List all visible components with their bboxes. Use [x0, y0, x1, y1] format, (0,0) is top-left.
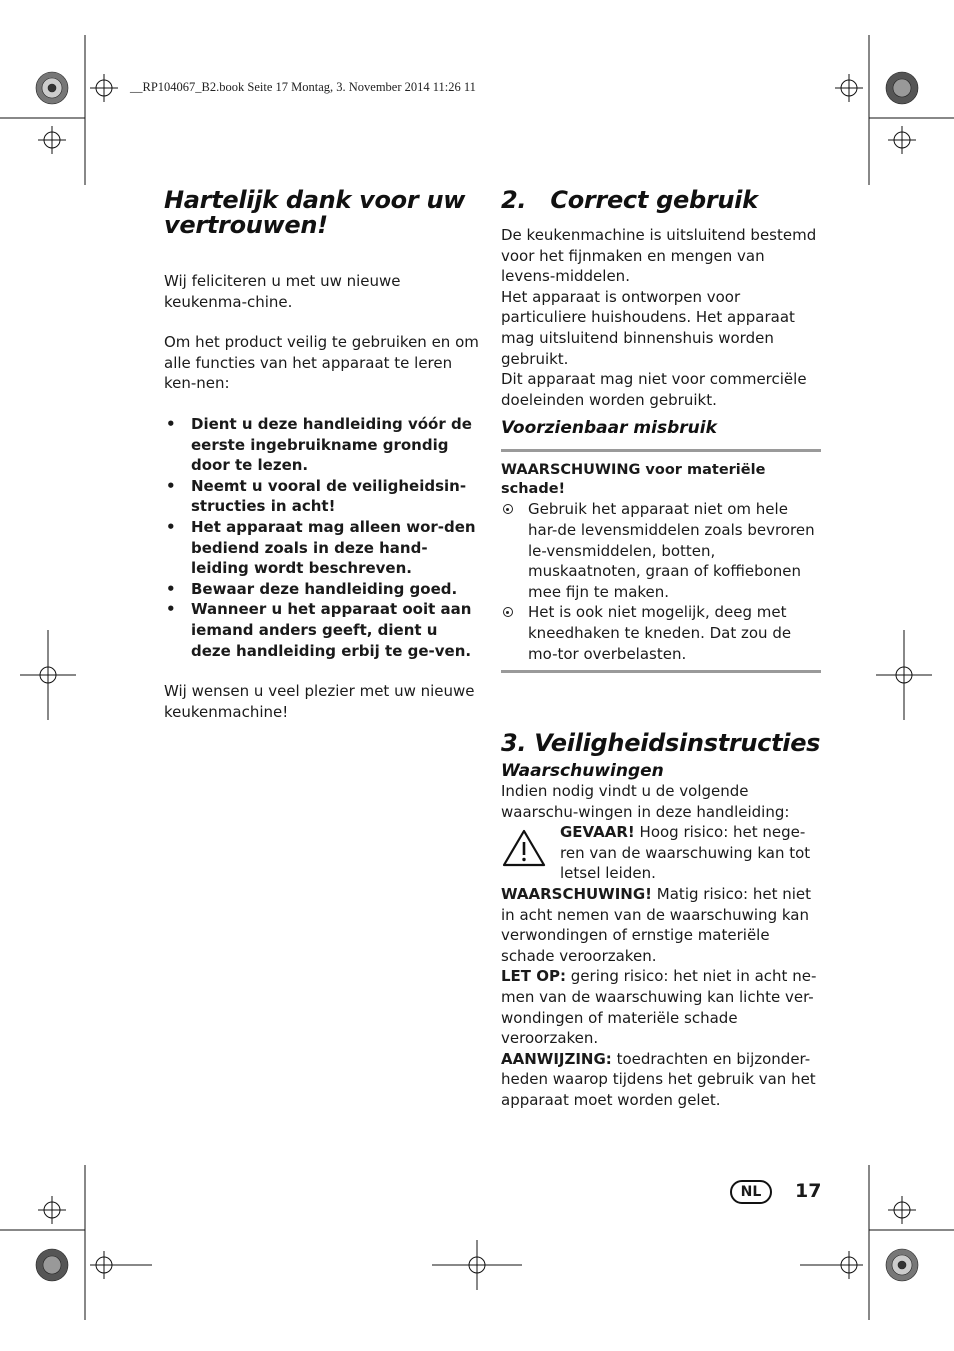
- left-column: [164, 188, 482, 722]
- danger-label: GEVAAR!: [560, 823, 635, 842]
- misuse-heading: Voorzienbaar misbruik: [501, 418, 717, 439]
- closing-paragraph: Wij wensen u veel plezier met uw nieuwe keukenmachine!: [164, 682, 475, 721]
- list-item: Het is ook niet mogelijk, deeg met kneedhaken te kneden. Dat zou de mo-tor overbelasten.: [501, 602, 821, 664]
- intro-paragraph-1: Wij feliciteren u met uw nieuwe keukenma-chine.: [164, 272, 401, 311]
- welcome-title: Hartelijk dank voor uw vertrouwen!: [164, 186, 466, 239]
- hint-notice: AANWIJZING: toedrachten en bijzonder-heden waarop tijdens het gebruik van het apparaat moet worden gelet.: [501, 1049, 816, 1109]
- section-3-title: 3. Veiligheidsinstructies: [501, 729, 821, 758]
- material-damage-warning-box: [501, 449, 821, 673]
- page-number: 17: [795, 1180, 822, 1202]
- list-item: Gebruik het apparaat niet om hele har-de levensmiddelen zoals bevroren le-vensmiddelen, botten, muskaatnoten, graan of koffiebonen mee fijn te maken.: [501, 499, 821, 602]
- list-item: • Het apparaat mag alleen wor-den bediend zoals in deze hand-leiding wordt beschreven.: [164, 517, 482, 579]
- danger-text: Hoog risico: het nege-ren van de waarschuwing kan tot letsel leiden.: [560, 823, 811, 883]
- warning-list: [501, 499, 821, 664]
- circle-bullet-icon: [503, 607, 513, 617]
- instructions-list: [164, 414, 482, 661]
- section-2-paragraph-2: Het apparaat is ontworpen voor particuliere huishoudens. Het apparaat mag uitsluitend binnenshuis worden gebruikt.: [501, 287, 795, 368]
- circle-bullet-icon: [503, 504, 513, 514]
- warning-notice: WAARSCHUWING! Matig risico: het niet in acht nemen van de waarschuwing kan verwondingen of ernstige materiële schade veroorzaken.: [501, 885, 812, 965]
- section-2-paragraph-3: Dit apparaat mag niet voor commerciële doeleinden worden gebruikt.: [501, 370, 807, 409]
- section-2-title: 2. Correct gebruik: [501, 186, 758, 214]
- intro-paragraph-2: Om het product veilig te gebruiken en om alle functies van het apparaat te leren ken-nen:: [164, 333, 479, 393]
- section-3-intro: Indien nodig vindt u de volgende waarschu-wingen in deze handleiding:: [501, 782, 790, 821]
- language-badge: NL: [730, 1180, 772, 1204]
- danger-notice: [501, 822, 821, 884]
- caution-notice: LET OP: gering risico: het niet in acht ne-men van de waarschuwing kan lichte ver-wondingen of materiële schade veroorzaken.: [501, 967, 817, 1048]
- warning-triangle-icon: [501, 828, 547, 868]
- list-item: • Neemt u vooral de veiligheidsin-structies in acht!: [164, 476, 482, 517]
- list-item: • Bewaar deze handleiding goed.: [164, 579, 482, 600]
- list-item: • Dient u deze handleiding vóór de eerste ingebruikname grondig door te lezen.: [164, 414, 482, 476]
- list-item: • Wanneer u het apparaat ooit aan iemand anders geeft, dient u deze handleiding erbij te ge-ven.: [164, 599, 482, 661]
- print-header-line: __RP104067_B2.book Seite 17 Montag, 3. November 2014 11:26 11: [130, 80, 476, 94]
- warning-box-title: WAARSCHUWING voor materiële schade!: [501, 462, 766, 498]
- right-column: [501, 188, 821, 1111]
- warnings-heading: Waarschuwingen: [501, 761, 664, 782]
- section-2-paragraph-1: De keukenmachine is uitsluitend bestemd voor het fijnmaken en mengen van levens-middelen.: [501, 226, 817, 286]
